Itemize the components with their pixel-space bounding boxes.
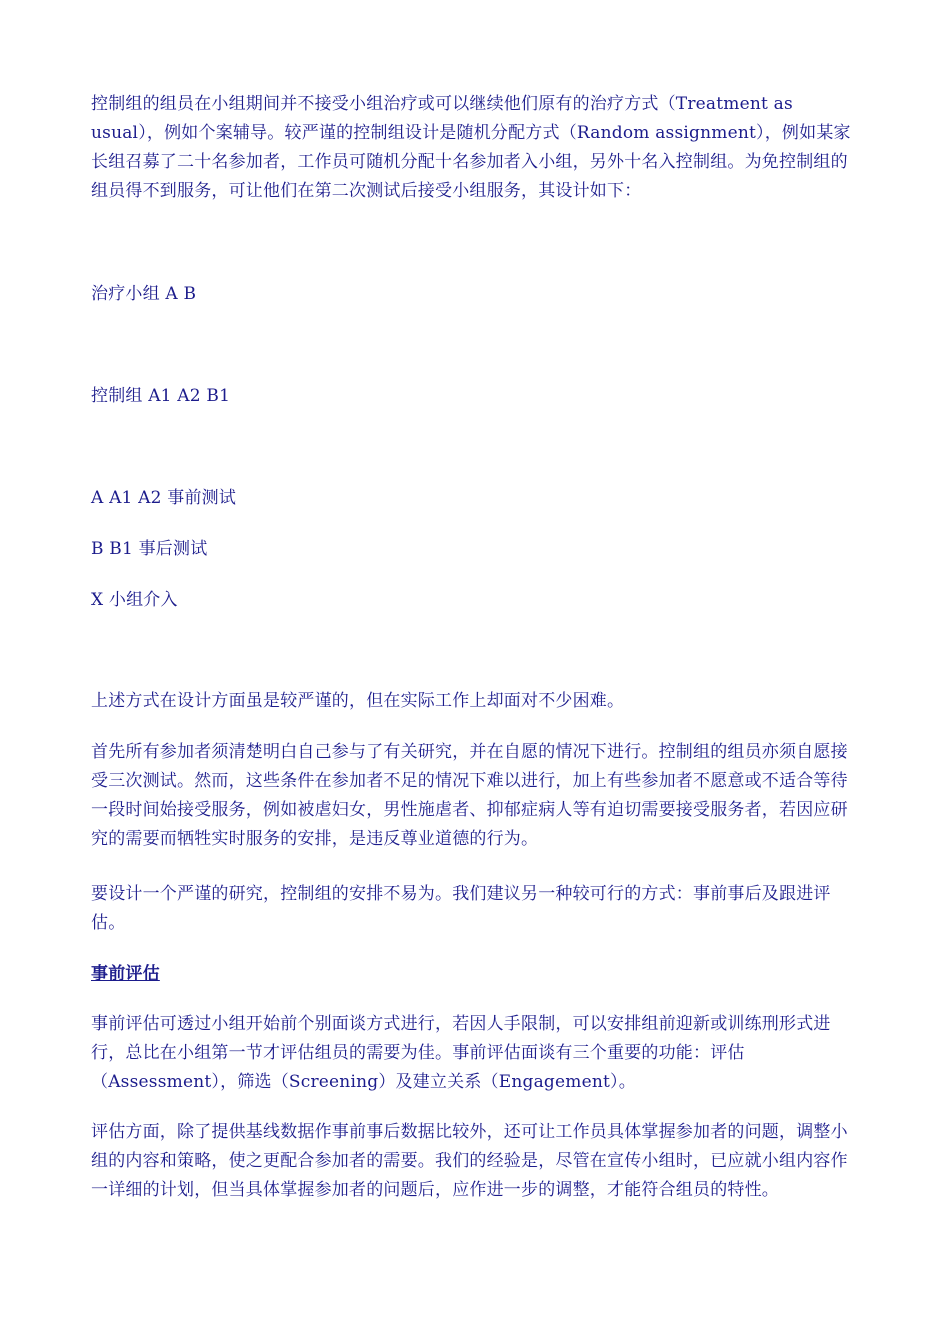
intro-paragraph: 控制组的组员在小组期间并不接受小组治疗或可以继续他们原有的治疗方式（Treatment as usual），例如个案辅导。较严谨的控制组设计是随机分配方式（Random assignment），例如某家长组召募了二十名参加者，工作员可随机分配十名参加者入小组，另外十名入控制组。为免控制组的组员得不到服务，可让他们在第二次测试后接受小组服务，其设计如下：: [91, 94, 851, 201]
assessment-paragraph: 评估方面，除了提供基线数据作事前事后数据比较外，还可让工作员具体掌握参加者的问题，调整小组的内容和策略，使之更配合参加者的需要。我们的经验是，尽管在宣传小组时，已应就小组内容作一详细的计划，但当具体掌握参加者的问题后，应作进一步的调整，才能符合组员的特性。: [91, 1122, 848, 1200]
suggestion-paragraph: 要设计一个严谨的研究，控制组的安排不易为。我们建议另一种较可行的方式：事前事后及跟进评估。: [91, 884, 831, 933]
difficulty-paragraph: 上述方式在设计方面虽是较严谨的，但在实际工作上却面对不少困难。: [91, 691, 625, 711]
legend-posttest: B B1 事后测试: [91, 539, 208, 559]
section-heading-pre-evaluation: 事前评估: [91, 964, 160, 984]
first-paragraph: 首先所有参加者须清楚明白自己参与了有关研究，并在自愿的情况下进行。控制组的组员亦须自愿接受三次测试。然而，这些条件在参加者不足的情况下难以进行，加上有些参加者不愿意或不适合等待一段时间始接受服务，例如被虐妇女，男性施虐者、抑郁症病人等有迫切需要接受服务者，若因应研究的需要而牺牲实时服务的安排，是违反尊业道德的行为。: [91, 742, 848, 849]
pre-evaluation-paragraph: 事前评估可透过小组开始前个别面谈方式进行，若因人手限制，可以安排组前迎新或训练刑形式进行，总比在小组第一节才评估组员的需要为佳。事前评估面谈有三个重要的功能：评估（Assessment），筛选（Screening）及建立关系（Engagement）。: [91, 1014, 831, 1092]
control-group-row: 控制组 A1 A2 B1: [91, 386, 231, 406]
treatment-group-row: 治疗小组 A B: [91, 284, 197, 304]
legend-pretest: A A1 A2 事前测试: [91, 488, 237, 508]
legend-intervention: X 小组介入: [91, 590, 178, 610]
